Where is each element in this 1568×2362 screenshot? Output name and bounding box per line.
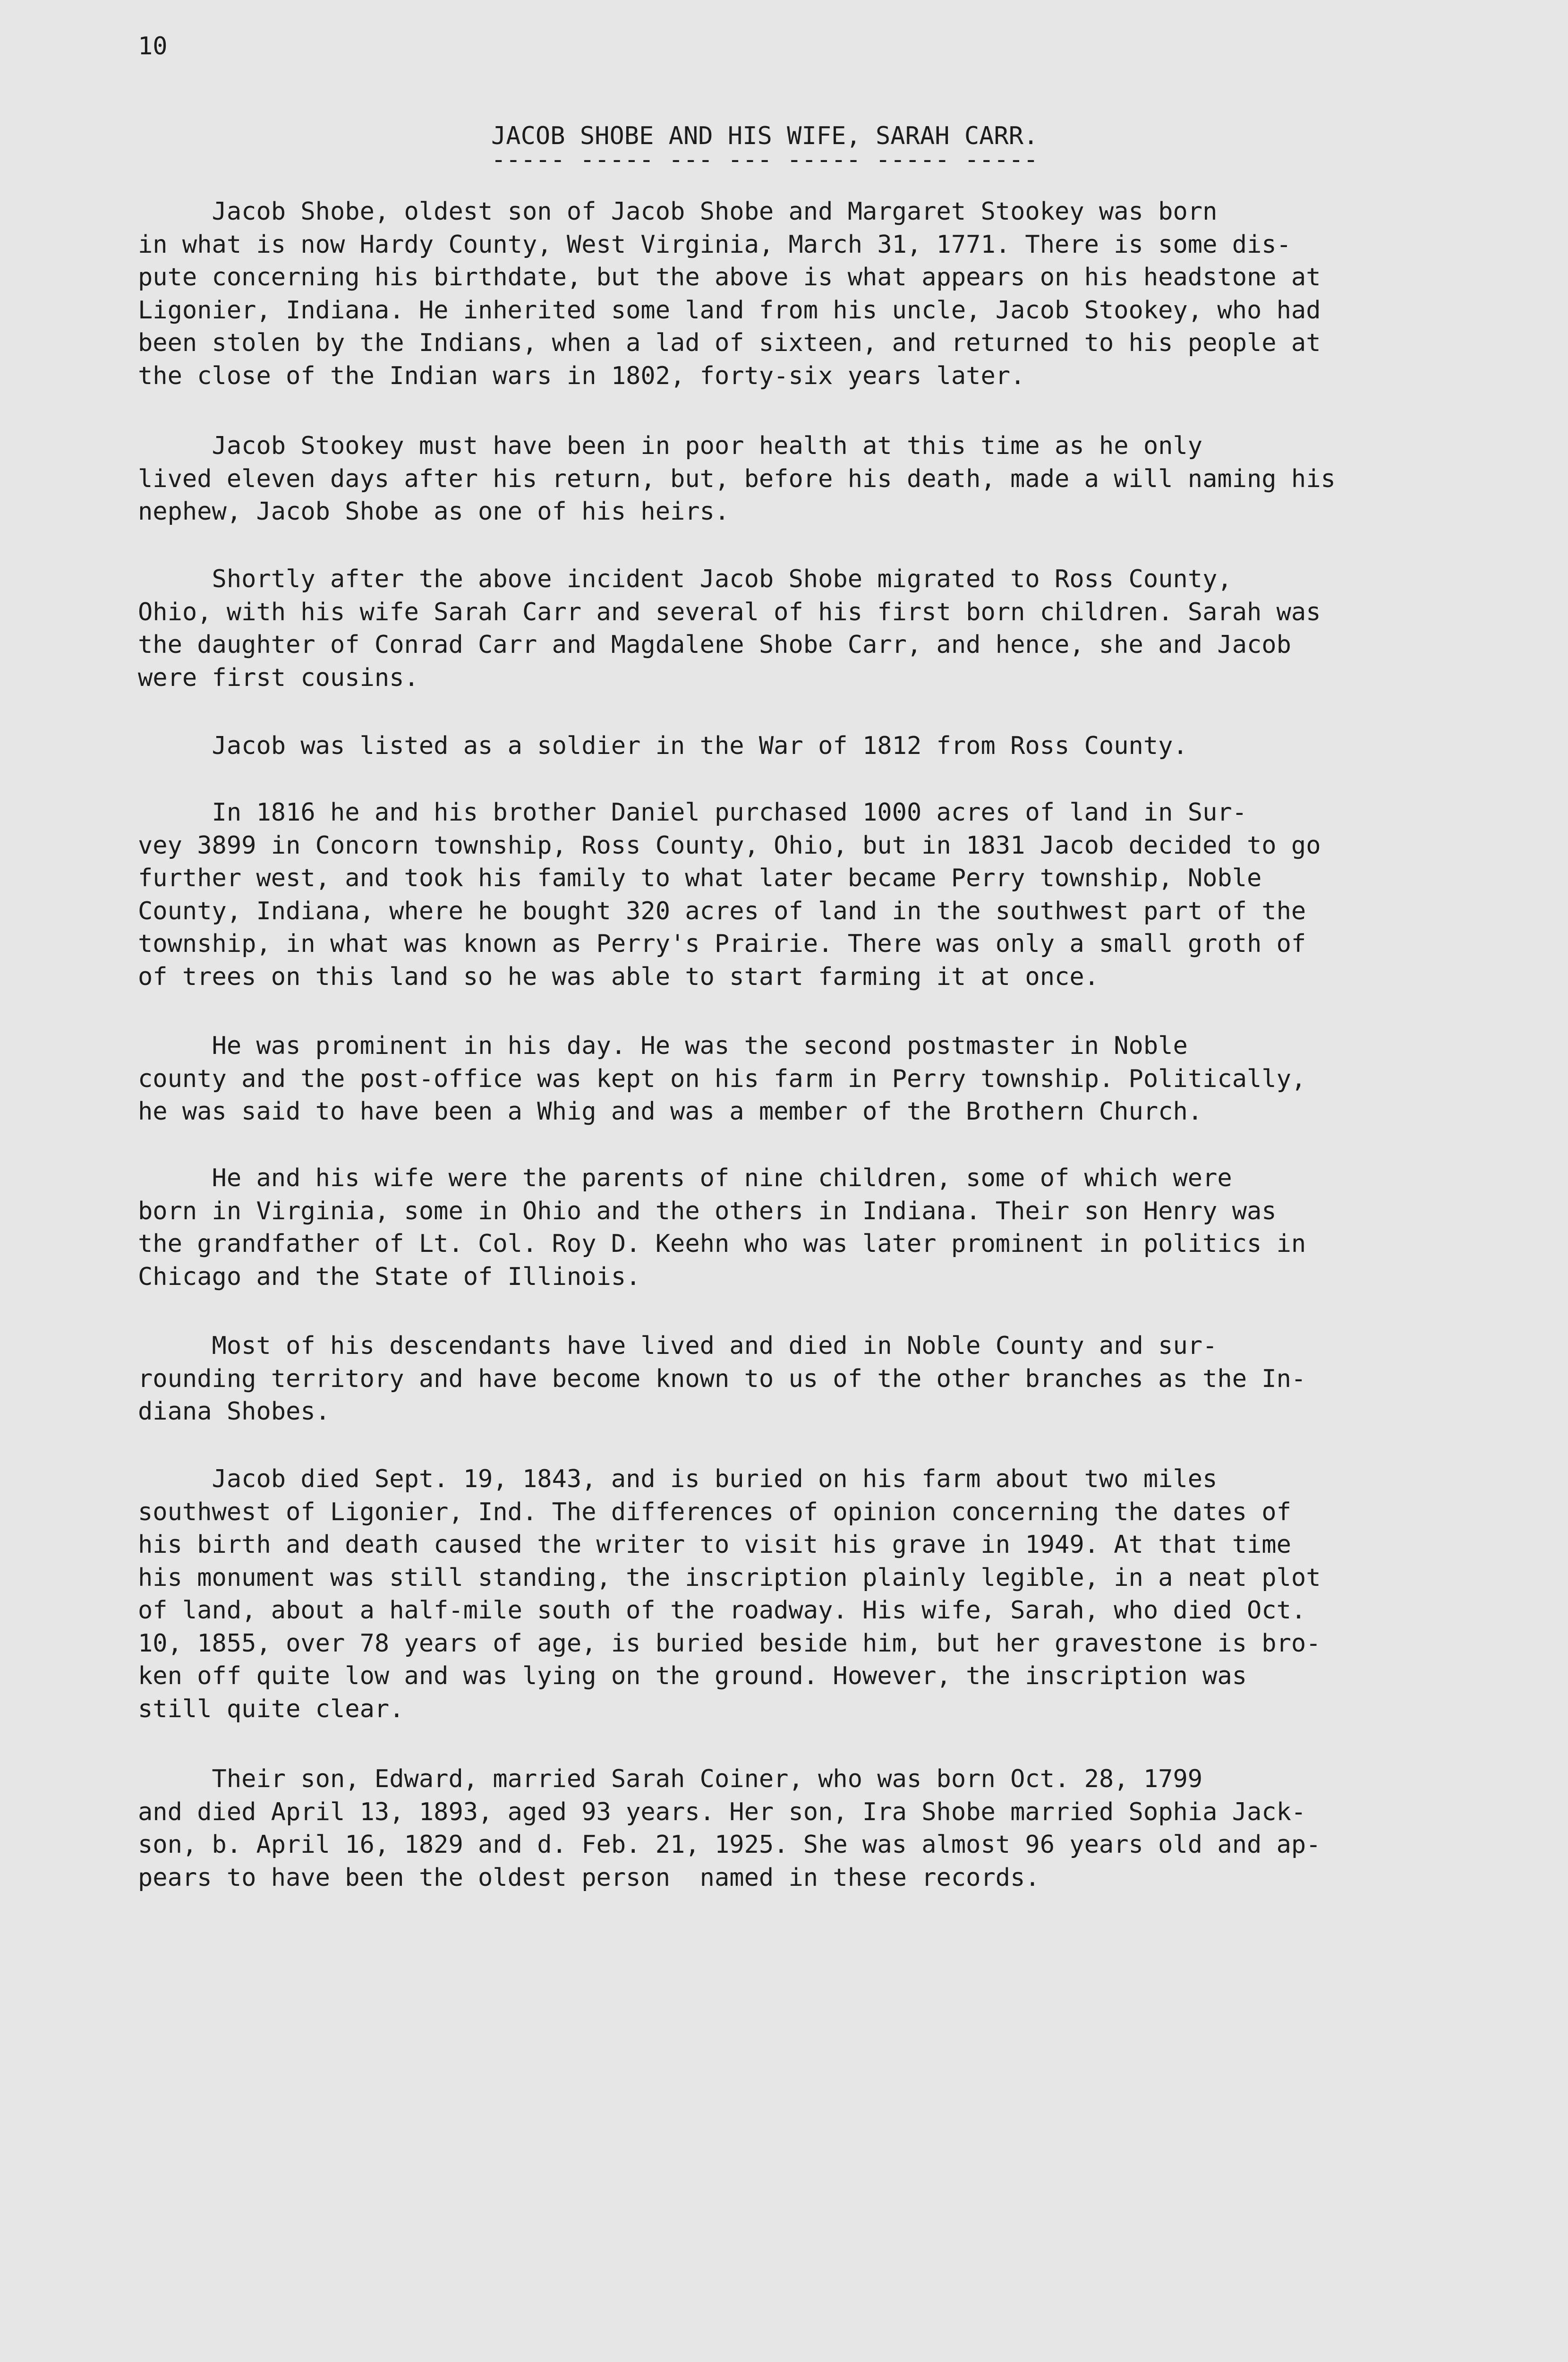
- document-title: JACOB SHOBE AND HIS WIFE, SARAH CARR.: [491, 122, 1039, 150]
- paragraph-descendants: Most of his descendants have lived and died in Noble County and sur- rounding territory and have become known to us of the other branches as the In- diana Shobes.: [138, 1332, 1306, 1426]
- paragraph-children: He and his wife were the parents of nine children, some of which were born in Virginia, some in Ohio and the others in Indiana. Their son Henry was the grandfather of Lt. Col. Roy D. Keehn who was later prominent in politics in Chicago and the State of Illinois.: [138, 1164, 1306, 1291]
- paragraph-land-purchase: In 1816 he and his brother Daniel purchased 1000 acres of land in Sur- vey 3899 in Concorn township, Ross County, Ohio, but in 1831 Jacob decided to go further west, and took his family to what later became Perry township, Noble County, Indiana, where he bought 320 acres of land in the southwest part of the township, in what was known as Perry's Prairie. There was only a small groth of of trees on this land so he was able to start farming it at once.: [138, 798, 1321, 991]
- paragraph-death-and-grave: Jacob died Sept. 19, 1843, and is buried on his farm about two miles southwest of Ligonier, Ind. The differences of opinion concerning the dates of his birth and death caused the writer to visit his grave in 1949. At that time his monument was still standing, the inscription plainly legible, in a neat plot of land, about a half-mile south of the roadway. His wife, Sarah, who died Oct. 10, 1855, over 78 years of age, is buried beside him, but her gravestone is bro- ken off quite low and was lying on the ground. However, the inscription was still quite clear.: [138, 1465, 1321, 1723]
- paragraph-postmaster: He was prominent in his day. He was the second postmaster in Noble county and the post-office was kept on his farm in Perry township. Politically, he was said to have been a Whig and was a member of the Brothern Church.: [138, 1032, 1306, 1126]
- title-underline: ----- ----- --- --- ----- ----- -----: [491, 145, 1039, 174]
- paragraph-birth: Jacob Shobe, oldest son of Jacob Shobe and Margaret Stookey was born in what is now Hardy County, West Virginia, March 31, 1771. There is some dis- pute concerning his birthdate, but the above is what appears on his headstone at Ligonier, Indiana. He inherited some land from his uncle, Jacob Stookey, who had been stolen by the Indians, when a lad of sixteen, and returned to his people at the close of the Indian wars in 1802, forty-six years later.: [138, 197, 1321, 390]
- paragraph-edward: Their son, Edward, married Sarah Coiner, who was born Oct. 28, 1799 and died April 13, 1893, aged 93 years. Her son, Ira Shobe married Sophia Jack- son, b. April 16, 1829 and d. Feb. 21, 1925. She was almost 96 years old and ap- pears to have been the oldest person named in these records.: [138, 1765, 1321, 1892]
- paragraph-migration: Shortly after the above incident Jacob Shobe migrated to Ross County, Ohio, with his wife Sarah Carr and several of his first born children. Sarah was the daughter of Conrad Carr and Magdalene Shobe Carr, and hence, she and Jacob were first cousins.: [138, 565, 1321, 692]
- paragraph-stookey: Jacob Stookey must have been in poor health at this time as he only lived eleven days after his return, but, before his death, made a will naming his nephew, Jacob Shobe as one of his heirs.: [138, 432, 1336, 526]
- page-number: 10: [138, 32, 168, 60]
- paragraph-war-1812: Jacob was listed as a soldier in the War of 1812 from Ross County.: [138, 732, 1188, 760]
